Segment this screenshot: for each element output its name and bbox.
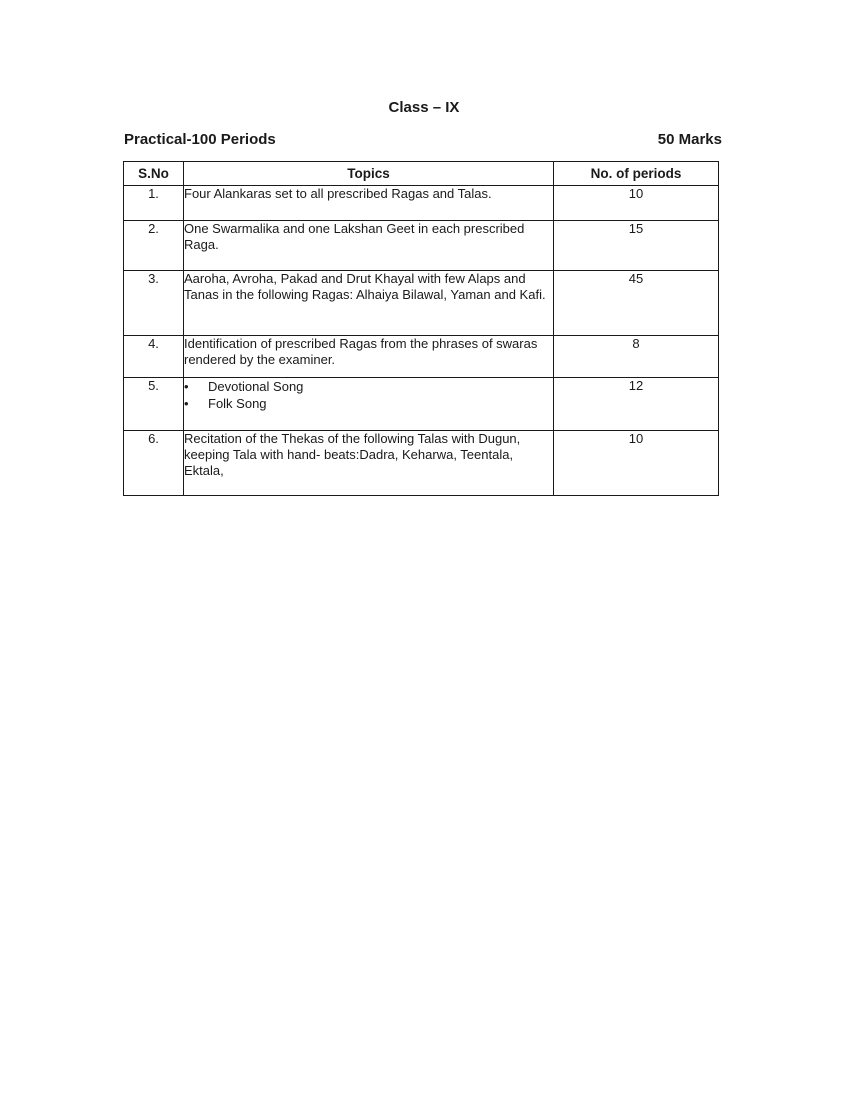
table-row <box>124 271 719 336</box>
table-row <box>124 431 719 496</box>
row-topic: One Swarmalika and one Lakshan Geet in each prescribed Raga. <box>184 221 554 271</box>
row-sno: 2. <box>124 221 184 271</box>
table-row <box>124 336 719 378</box>
row-periods: 12 <box>554 378 719 431</box>
row-periods: 15 <box>554 221 719 271</box>
row-sno: 5. <box>124 378 184 431</box>
table-row <box>124 221 719 271</box>
marks-label: 50 Marks <box>657 131 722 148</box>
row-topic: Identification of prescribed Ragas from the phrases of swaras rendered by the examiner. <box>184 336 554 378</box>
column-header-topics: Topics <box>184 162 554 186</box>
row-topic: Four Alankaras set to all prescribed Ragas and Talas. <box>184 186 554 221</box>
column-header-periods: No. of periods <box>554 162 719 186</box>
practical-periods-label: Practical-100 Periods <box>124 131 276 148</box>
row-topic <box>184 378 554 431</box>
list-item: • Devotional Song <box>184 378 553 395</box>
page-title: Class – IX <box>388 99 460 116</box>
row-periods: 8 <box>554 336 719 378</box>
row-periods: 10 <box>554 431 719 496</box>
row-topic: Recitation of the Thekas of the following Talas with Dugun, keeping Tala with hand- beats:Dadra, Keharwa, Teentala, Ektala, <box>184 431 554 496</box>
row-topic: Aaroha, Avroha, Pakad and Drut Khayal with few Alaps and Tanas in the following Ragas: Alhaiya Bilawal, Yaman and Kafi. <box>184 271 554 336</box>
row-sno: 3. <box>124 271 184 336</box>
table-row <box>124 186 719 221</box>
table-header-row <box>124 162 719 186</box>
list-item: • Folk Song <box>184 395 553 412</box>
topic-bullet-list <box>184 378 553 412</box>
row-sno: 1. <box>124 186 184 221</box>
table-row <box>124 378 719 431</box>
syllabus-table <box>123 161 719 496</box>
row-sno: 4. <box>124 336 184 378</box>
row-sno: 6. <box>124 431 184 496</box>
row-periods: 45 <box>554 271 719 336</box>
column-header-sno: S.No <box>124 162 184 186</box>
row-periods: 10 <box>554 186 719 221</box>
